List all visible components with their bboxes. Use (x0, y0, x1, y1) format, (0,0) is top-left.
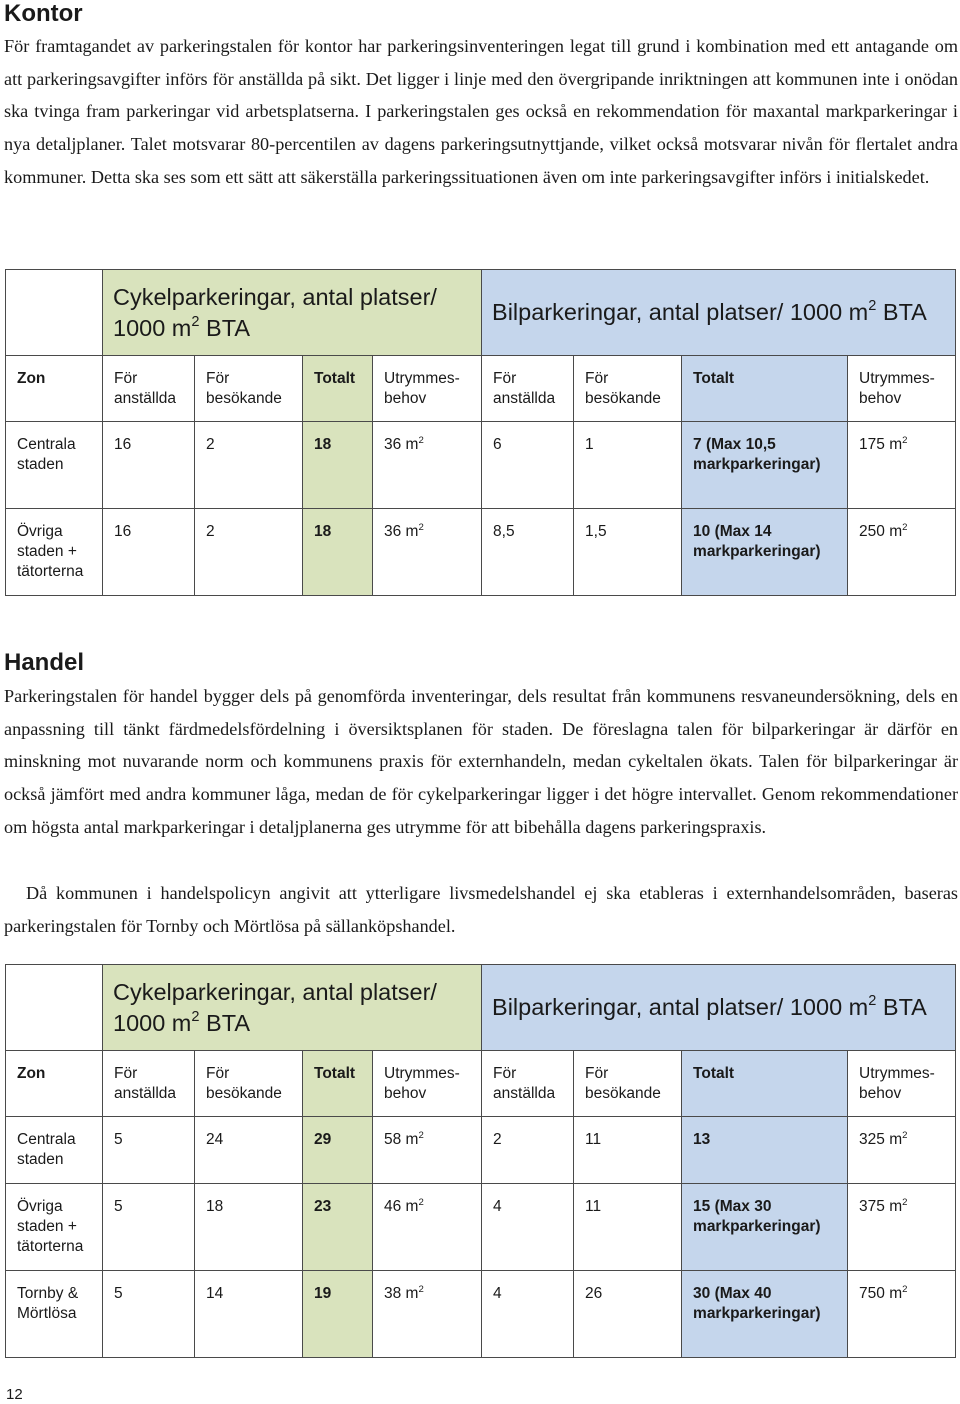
section-title-handel: Handel (4, 649, 85, 676)
cell-bil-anstallda: 8,5 (482, 509, 574, 596)
col-cykel-utrymmesbehov: Utrymmes-behov (373, 1051, 482, 1117)
col-bil-besokande: För besökande (574, 1051, 682, 1117)
cell-cykel-utrymmesbehov: 46 $m^2$ (373, 1184, 482, 1271)
handel-paragraph-1: Parkeringstalen för handel bygger dels på genomförda inventeringar, dels resultat från kommunens resvaneundersökning, dels en anpassning till tänkt färdmedelsfördelning i översiktsplanen för staden. De föreslagna talen för bilparkeringar är därför en minskning mot nuvarande norm och kommunens praxis för externhandeln, medan cykeltalen ökats. Talen för bilparkeringar är också jämfört med andra kommuner låga, medan de för cykelparkeringar ligger i det högre intervallet. Genom rekommendationer om högsta antal markparkeringar i detaljplanerna ges utrymme för att bibehålla dagens parkeringspraxis. (4, 686, 958, 837)
cell-bil-besokande: 11 (574, 1184, 682, 1271)
header-bilparkeringar: Bilparkeringar, antal platser/ 1000 $m^2$ BTA (482, 965, 956, 1051)
table-row (6, 422, 956, 509)
col-cykel-totalt: Totalt (303, 1051, 373, 1117)
handel-parking-table (5, 964, 956, 1358)
cell-bil-utrymmesbehov: 325 $m^2$ (848, 1117, 956, 1184)
cell-bil-anstallda: 6 (482, 422, 574, 509)
col-bil-anstallda: För anställda (482, 356, 574, 422)
cell-cykel-utrymmesbehov: 38 $m^2$ (373, 1271, 482, 1358)
cell-bil-utrymmesbehov: 375 $m^2$ (848, 1184, 956, 1271)
cell-cykel-utrymmesbehov: 58 $m^2$ (373, 1117, 482, 1184)
col-cykel-anstallda: För anställda (103, 356, 195, 422)
header-cykelparkeringar: Cykelparkeringar, antal platser/ 1000 $m^2$ BTA (103, 965, 482, 1051)
cell-cykel-anstallda: 5 (103, 1271, 195, 1358)
cell-cykel-utrymmesbehov: 36 $m^2$ (373, 422, 482, 509)
cell-bil-besokande: 1 (574, 422, 682, 509)
cell-cykel-besokande: 14 (195, 1271, 303, 1358)
cell-bil-totalt: 10 (Max 14 markparkeringar) (682, 509, 848, 596)
col-bil-besokande: För besökande (574, 356, 682, 422)
cell-cykel-besokande: 24 (195, 1117, 303, 1184)
cell-bil-utrymmesbehov: 750 $m^2$ (848, 1271, 956, 1358)
cell-bil-totalt: 7 (Max 10,5 markparkeringar) (682, 422, 848, 509)
cell-cykel-anstallda: 5 (103, 1117, 195, 1184)
table-row (6, 509, 956, 596)
table-row (6, 1117, 956, 1184)
col-cykel-besokande: För besökande (195, 356, 303, 422)
cell-zon: Övriga staden + tätorterna (6, 509, 103, 596)
cell-cykel-anstallda: 16 (103, 422, 195, 509)
page-number: 12 (6, 1386, 23, 1403)
col-bil-utrymmesbehov: Utrymmes-behov (848, 356, 956, 422)
cell-bil-anstallda: 2 (482, 1117, 574, 1184)
cell-bil-besokande: 11 (574, 1117, 682, 1184)
col-zon: Zon (6, 1051, 103, 1117)
kontor-paragraph: För framtagandet av parkeringstalen för kontor har parkeringsinventeringen legat till grund i kombination med ett antagande om att parkeringsavgifter införs för anställda på sikt. Det ligger i linje med den övergripande inriktningen att kommunen inte i onödan ska tvinga fram parkeringar vid arbetsplatserna. I parkeringstalen ges också en rekommendation för maxantal markparkeringar i nya detaljplaner. Talet motsvarar 80-percentilen av dagens parkeringsutnyttjande, vilket också motsvarar nivån för flertalet andra kommuner. Detta ska ses som ett sätt att säkerställa parkeringssituationen även om inte parkeringsavgifter införs i initialskedet. (4, 36, 958, 187)
cell-cykel-totalt: 18 (303, 422, 373, 509)
cell-zon: Centrala staden (6, 422, 103, 509)
cell-cykel-besokande: 2 (195, 422, 303, 509)
col-bil-totalt: Totalt (682, 1051, 848, 1117)
cell-zon: Övriga staden + tätorterna (6, 1184, 103, 1271)
header-empty-cell (6, 270, 103, 356)
handel-paragraph-2: Då kommunen i handelspolicyn angivit att ytterligare livsmedelshandel ej ska etableras i externhandelsområden, baseras parkeringstalen för Tornby och Mörtlösa på sällanköpshandel. (4, 883, 958, 936)
col-bil-anstallda: För anställda (482, 1051, 574, 1117)
cell-cykel-besokande: 18 (195, 1184, 303, 1271)
cell-cykel-totalt: 19 (303, 1271, 373, 1358)
cell-bil-anstallda: 4 (482, 1184, 574, 1271)
cell-zon: Centrala staden (6, 1117, 103, 1184)
table-row (6, 1271, 956, 1358)
cell-bil-utrymmesbehov: 175 $m^2$ (848, 422, 956, 509)
cell-cykel-totalt: 18 (303, 509, 373, 596)
cell-cykel-anstallda: 5 (103, 1184, 195, 1271)
header-bilparkeringar: Bilparkeringar, antal platser/ 1000 $m^2$ BTA (482, 270, 956, 356)
header-empty-cell (6, 965, 103, 1051)
cell-cykel-totalt: 29 (303, 1117, 373, 1184)
col-cykel-utrymmesbehov: Utrymmes-behov (373, 356, 482, 422)
col-cykel-anstallda: För anställda (103, 1051, 195, 1117)
cell-bil-totalt: 30 (Max 40 markparkeringar) (682, 1271, 848, 1358)
cell-bil-totalt: 15 (Max 30 markparkeringar) (682, 1184, 848, 1271)
cell-cykel-besokande: 2 (195, 509, 303, 596)
col-cykel-totalt: Totalt (303, 356, 373, 422)
cell-bil-besokande: 1,5 (574, 509, 682, 596)
table-row (6, 1184, 956, 1271)
col-zon: Zon (6, 356, 103, 422)
cell-cykel-anstallda: 16 (103, 509, 195, 596)
col-cykel-besokande: För besökande (195, 1051, 303, 1117)
cell-zon: Tornby & Mörtlösa (6, 1271, 103, 1358)
cell-cykel-utrymmesbehov: 36 $m^2$ (373, 509, 482, 596)
cell-bil-totalt: 13 (682, 1117, 848, 1184)
col-bil-utrymmesbehov: Utrymmes-behov (848, 1051, 956, 1117)
cell-cykel-totalt: 23 (303, 1184, 373, 1271)
cell-bil-utrymmesbehov: 250 $m^2$ (848, 509, 956, 596)
header-cykelparkeringar: Cykelparkeringar, antal platser/ 1000 $m^2$ BTA (103, 270, 482, 356)
cell-bil-anstallda: 4 (482, 1271, 574, 1358)
section-title-kontor: Kontor (4, 0, 83, 27)
kontor-parking-table (5, 269, 956, 596)
cell-bil-besokande: 26 (574, 1271, 682, 1358)
col-bil-totalt: Totalt (682, 356, 848, 422)
